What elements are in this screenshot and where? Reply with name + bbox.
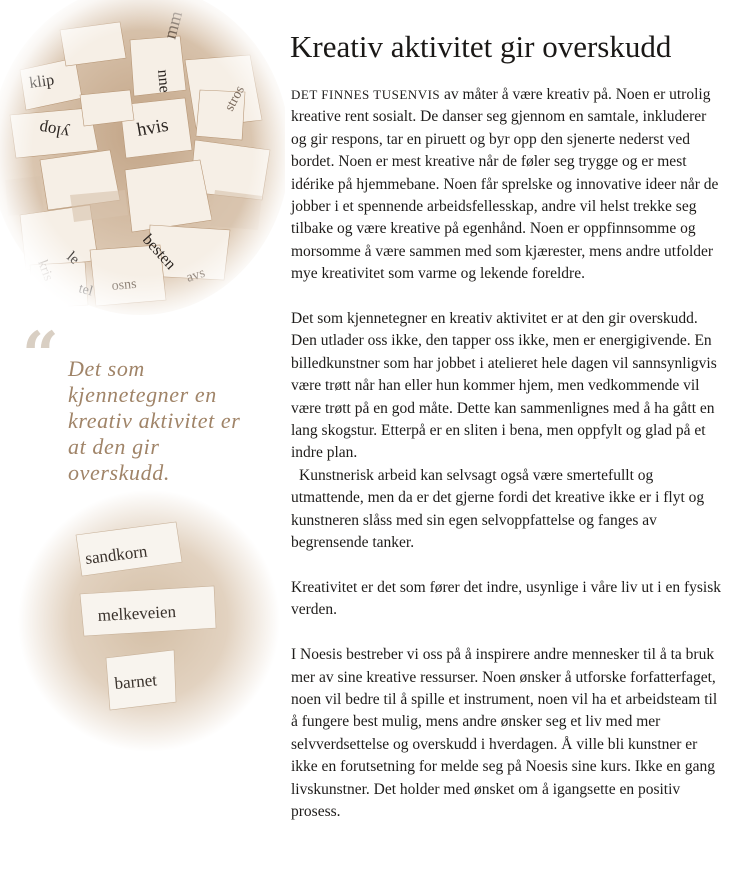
pull-quote: [22, 318, 262, 486]
quotation-mark-icon: “: [22, 318, 59, 393]
word-scraps-photo-top: [0, 0, 285, 318]
paragraph-smertefullt: Kunstnerisk arbeid kan selvsagt også være smertefullt og utmattende, men da er det gjerne fordi det kreative ikke er i flyt og kunstneren slåss med sin egen selvoppfattelse og fanges av begrensende tanker.: [291, 466, 705, 552]
paragraph-noesis: I Noesis bestreber vi oss på å inspirere andre mennesker til å ta bruk mer av sine kreative ressurser. Noen ønsker å utforske forfatterfaget, noen vil bedre til å spille et instrument, noen vil ha et arbeidsteam til å fungere best mulig, mens andre ønsker seg et liv med mer selvverdsettelse og overskudd i hverdagen. Å ville bli kunstner er ikke en forutsetning for melde seg på Noesis sine kurs. Ikke en gang livskunstner. Det holder med ønsket om å igangsette en positiv prosess.: [291, 646, 718, 820]
lead-in-caps: DET FINNES TUSENVIS: [291, 87, 441, 102]
word-scraps-photo-bottom: [18, 490, 280, 752]
paragraph-kreativitet: Kreativitet er det som fører det indre, usynlige i våre liv ut i en fysisk verden.: [291, 578, 722, 619]
article-title: Kreativ aktivitet gir overskudd: [290, 29, 672, 64]
scrap-word-melkeveien: melkeveien: [97, 601, 177, 625]
scrap-word-barnet: barnet: [113, 670, 158, 693]
pull-quote-text: Det som kjennetegner en kreativ aktivitet er at den gir overskudd.: [68, 356, 241, 485]
scrap-word-sandkorn: sandkorn: [84, 541, 149, 568]
paragraph-overskudd: Det som kjennetegner en kreativ aktivitet er at den gir overskudd. Den utlader oss ikke, den tapper oss ikke, men er energigivende. En billedkunstner som har jobbet i atelieret hele dagen vil sannsynligvis være trøtt når han eller hun kommer hjem, men vedkommende vil være trøtt på en god måte. Dette kan sammenlignes med å ha gått en lang skogstur. Etterpå er en sliten i bena, men oppfylt og glad på et indre plan.: [291, 310, 717, 462]
paragraph-intro-text: av måter å være kreativ på. Noen er utrolig kreative rent sosialt. De danser seg gjennom en samtale, inkluderer og gir respons, tar en piruett og byr opp den sjenerte nederst ved bordet. Noen er mest kreative når de føler seg trygge og er mest idérike på hjemmebane. Noen får sprelske og innovative ideer når de jobber i et spennende arbeidsfellesskap, andre vil helst trekke seg tilbake og være kreative på egenhånd. Noen er oppfinnsomme og morsomme å være sammen med som kjærester, mens andre utfolder mye kreativitet som varme og lekende foreldre.: [291, 86, 719, 283]
article-body: [291, 84, 725, 846]
paragraph-intro: [291, 84, 725, 286]
